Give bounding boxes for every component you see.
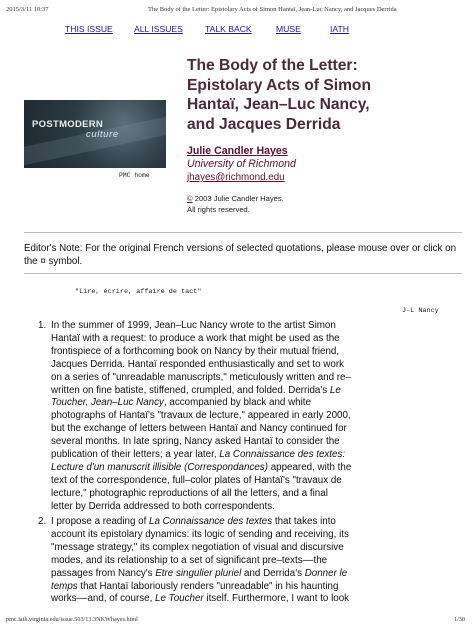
- nav-iath[interactable]: IATH: [330, 24, 349, 34]
- para-text: passages from Nancy's: [51, 567, 156, 579]
- para-text: that Hantaï laboriously renders "unreadable" in his haunting: [77, 580, 339, 592]
- paragraph-2: [24, 516, 464, 612]
- copyright-symbol-link[interactable]: ©: [187, 194, 193, 203]
- para-line: Jacques Derrida. Hantaï responded enthusiastically and set to work: [51, 358, 344, 370]
- para-line: but the exchange of letters between Hantaï and Nancy continued for: [51, 423, 347, 435]
- para-line: photographs of Hantaï's "travaux de lecture," appeared in early 2000,: [51, 410, 351, 422]
- print-timestamp: 2015/3/11 10:37: [6, 6, 49, 13]
- print-doc-title: The Body of the Letter: Epistolary Acts of Simon Hantaï, Jean-Luc Nancy, and Jacques Derrida: [148, 6, 397, 13]
- print-footer: [0, 616, 474, 628]
- print-header: [0, 0, 474, 16]
- author-affiliation: University of Richmond: [187, 158, 296, 170]
- para-italic: Toucher, Jean–Luc Nancy: [51, 397, 164, 409]
- para-text: , accompanied by black and white: [163, 397, 311, 409]
- para-italic: Le: [329, 384, 341, 396]
- logo-line2: culture: [86, 129, 119, 140]
- rights: All rights reserved.: [187, 205, 250, 214]
- nav-muse[interactable]: MUSE: [276, 24, 301, 34]
- para-text: I propose a reading of: [51, 516, 150, 527]
- logo-line1: POSTMODERN: [32, 119, 104, 130]
- para-text: and Derrida's: [241, 567, 305, 579]
- pmc-logo[interactable]: [24, 100, 166, 168]
- copyright-text: 2003 Julie Candler Hayes.: [192, 194, 284, 203]
- para-line: [51, 593, 349, 606]
- para-line: [51, 462, 351, 475]
- para-text: written on fine batiste, stiffened, crumpled, and folded. Derrida's: [51, 384, 330, 396]
- para-line: several months. In late spring, Nancy asked Hantaï to consider the: [51, 436, 340, 448]
- para-line: [51, 397, 311, 410]
- para-line: frontispiece of a forthcoming book on Nancy by their mutual friend,: [51, 345, 340, 357]
- para-italic: Le Toucher: [155, 593, 204, 605]
- para-italic: La Connaissance des textes:: [219, 449, 346, 460]
- para-line: account its epistolary dynamics: its logic of sending and receiving, its: [51, 528, 349, 540]
- para-text: itself. Furthermore, I want to look: [203, 593, 350, 605]
- para-line: [51, 581, 338, 594]
- copyright: [187, 194, 284, 203]
- print-url: pmc.iath.virginia.edu/issue.503/13.3NKWhayes.html: [6, 616, 138, 623]
- para-italic: temps: [51, 580, 78, 592]
- title-line: The Body of the Letter:: [187, 57, 358, 74]
- title-line: Hantaï, Jean–Luc Nancy,: [187, 96, 370, 113]
- author-name[interactable]: Julie Candler Hayes: [187, 145, 288, 157]
- para-line: modes, and its relationship to a set of significant pre–texts––the: [51, 554, 328, 566]
- para-line: Hantaï with a request: to produce a work that might be used as the: [51, 332, 340, 344]
- para-text: that takes into: [272, 516, 336, 527]
- title-line: Epistolary Acts of Simon: [187, 76, 371, 94]
- para-line: letter by Derrida addressed to both correspondents.: [51, 500, 275, 512]
- para-italic: Lecture d'un manuscrit illisible (Correspondances): [51, 461, 268, 473]
- para-line: [51, 568, 347, 581]
- epigraph-attribution: J-L Nancy: [402, 307, 439, 315]
- nav-this-issue[interactable]: THIS ISSUE: [65, 24, 113, 34]
- para-text: works––and, of course,: [51, 593, 156, 605]
- para-line: [51, 516, 336, 529]
- para-text: appeared, with the: [267, 461, 352, 473]
- para-line: text of the correspondence, full–color plates of Hantaï's "travaux de: [51, 474, 342, 486]
- title-line: and Jacques Derrida: [187, 115, 341, 133]
- para-line: on a series of "unreadable manuscripts," meticulously written and re–: [51, 371, 351, 383]
- print-page-number: 1/30: [453, 616, 465, 623]
- epigraph-quote: "Lire, écrire, affaire de tact": [75, 288, 202, 296]
- divider: [24, 273, 462, 274]
- para-line: [51, 385, 341, 398]
- pmc-home-link[interactable]: PMC home: [119, 172, 150, 179]
- para-line: [51, 449, 345, 462]
- paragraph-number: 1.: [38, 320, 47, 331]
- para-line: In the summer of 1999, Jean–Luc Nancy wrote to the artist Simon: [51, 320, 336, 331]
- editor-note: Editor's Note: For the original French versions of selected quotations, please mouse over or click on the ¤ symbol.: [24, 243, 457, 268]
- article-title: [187, 56, 467, 134]
- top-nav: [0, 24, 474, 38]
- nav-talk-back[interactable]: TALK BACK: [205, 24, 252, 34]
- para-italic: Donner le: [304, 567, 348, 579]
- nav-all-issues[interactable]: ALL ISSUES: [134, 24, 183, 34]
- para-italic: La Connaissance des textes: [149, 516, 273, 527]
- author-email[interactable]: jhayes@richmond.edu: [187, 172, 285, 183]
- para-line: lecture," photographic reproductions of all the letters, and a final: [51, 487, 328, 499]
- divider: [24, 232, 462, 233]
- para-italic: Etre singulier pluriel: [155, 567, 242, 579]
- para-line: "message strategy," its complex negotiation of visual and discursive: [51, 541, 344, 553]
- para-text: publication of their letters; a year later,: [51, 449, 220, 460]
- paragraph-number: 2.: [38, 516, 47, 527]
